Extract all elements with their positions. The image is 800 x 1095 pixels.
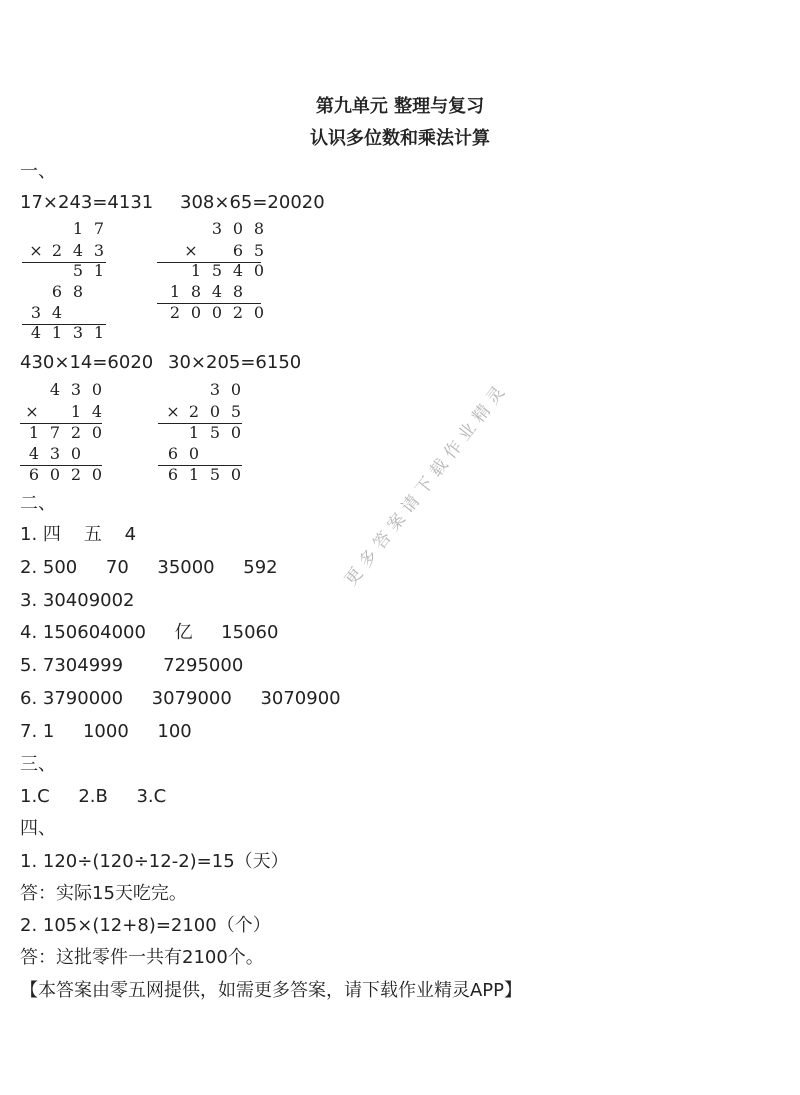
digit: 0	[253, 261, 265, 280]
digit: 5	[230, 402, 242, 421]
digit: 0	[232, 219, 244, 238]
digit: 0	[230, 465, 242, 484]
digit: 6	[167, 444, 179, 463]
digit: 2	[169, 303, 181, 322]
digit: 8	[190, 282, 202, 301]
digit: 0	[91, 380, 103, 399]
digit: 2	[70, 465, 82, 484]
digit: 1	[188, 465, 200, 484]
page-subtitle: 认识多位数和乘法计算	[310, 128, 490, 149]
section-3-label: 三、	[20, 754, 56, 775]
answer-line: 5. 7304999 7295000	[20, 655, 244, 676]
section-1-label: 一、	[20, 161, 56, 182]
digit: 3	[49, 444, 61, 463]
digit: 0	[70, 444, 82, 463]
answer-line: 1. 四 五 4	[20, 524, 137, 545]
answer-line: 2. 500 70 35000 592	[20, 557, 278, 578]
digit: 1	[28, 423, 40, 442]
digit: 6	[51, 282, 63, 301]
digit: 4	[49, 380, 61, 399]
digit: 0	[209, 402, 221, 421]
digit: 3	[72, 323, 84, 342]
equation-308x65: 308×65=20020	[180, 192, 325, 213]
digit: 4	[91, 402, 103, 421]
answer-statement: 答：这批零件一共有2100个。	[20, 947, 264, 968]
solution-line: 1. 120÷(120÷12-2)=15（天）	[20, 851, 289, 872]
digit: 1	[93, 323, 105, 342]
digit: 2	[51, 241, 63, 260]
answer-line: 6. 3790000 3079000 3070900	[20, 688, 341, 709]
digit: 0	[253, 303, 265, 322]
digit: 5	[211, 261, 223, 280]
digit: 0	[49, 465, 61, 484]
digit: 3	[209, 380, 221, 399]
digit: 6	[167, 465, 179, 484]
digit: 4	[211, 282, 223, 301]
digit: 4	[72, 241, 84, 260]
digit: 0	[91, 465, 103, 484]
digit: 5	[72, 261, 84, 280]
digit: 0	[230, 423, 242, 442]
page-title: 第九单元 整理与复习	[315, 96, 485, 117]
digit: 0	[190, 303, 202, 322]
digit: 3	[211, 219, 223, 238]
digit: 1	[190, 261, 202, 280]
digit: 7	[93, 219, 105, 238]
answer-line: 4. 150604000 亿 15060	[20, 622, 279, 643]
digit: 8	[72, 282, 84, 301]
digit: 1	[93, 261, 105, 280]
section-2-label: 二、	[20, 493, 56, 514]
digit: 2	[188, 402, 200, 421]
digit: 1	[169, 282, 181, 301]
times-sign: ×	[25, 402, 39, 421]
section-4-label: 四、	[20, 818, 56, 839]
digit: 3	[93, 241, 105, 260]
times-sign: ×	[166, 402, 180, 421]
answer-line: 1.C 2.B 3.C	[20, 786, 167, 807]
solution-line: 2. 105×(12+8)=2100（个）	[20, 915, 271, 936]
footer-note: 【本答案由零五网提供，如需更多答案，请下载作业精灵APP】	[20, 980, 523, 1001]
digit: 6	[232, 241, 244, 260]
digit: 4	[51, 303, 63, 322]
digit: 4	[28, 444, 40, 463]
digit: 3	[30, 303, 42, 322]
watermark: 更多答案请下载作业精灵	[341, 378, 513, 590]
digit: 1	[51, 323, 63, 342]
answer-line: 7. 1 1000 100	[20, 721, 192, 742]
answer-statement: 答：实际15天吃完。	[20, 883, 187, 904]
digit: 1	[70, 402, 82, 421]
digit: 1	[72, 219, 84, 238]
times-sign: ×	[184, 241, 198, 260]
digit: 0	[230, 380, 242, 399]
digit: 7	[49, 423, 61, 442]
digit: 5	[253, 241, 265, 260]
equation-30x205: 30×205=6150	[168, 352, 302, 373]
digit: 3	[70, 380, 82, 399]
digit: 5	[209, 423, 221, 442]
digit: 8	[232, 282, 244, 301]
digit: 0	[188, 444, 200, 463]
digit: 5	[209, 465, 221, 484]
digit: 1	[188, 423, 200, 442]
equation-430x14: 430×14=6020	[20, 352, 154, 373]
answer-line: 3. 30409002	[20, 590, 135, 611]
digit: 4	[30, 323, 42, 342]
digit: 0	[211, 303, 223, 322]
digit: 6	[28, 465, 40, 484]
digit: 2	[232, 303, 244, 322]
digit: 2	[70, 423, 82, 442]
digit: 8	[253, 219, 265, 238]
digit: 0	[91, 423, 103, 442]
times-sign: ×	[29, 241, 43, 260]
equation-17x243: 17×243=4131	[20, 192, 154, 213]
digit: 4	[232, 261, 244, 280]
